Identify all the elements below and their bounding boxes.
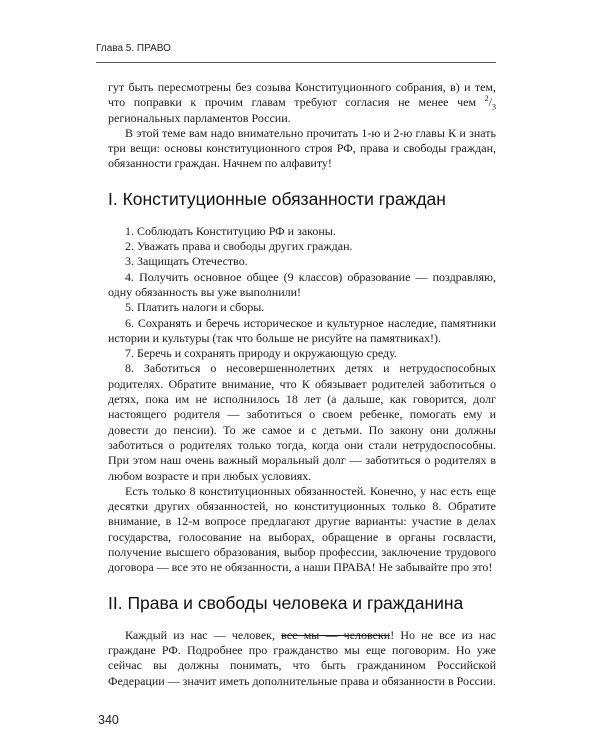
page-body [108, 80, 496, 689]
duty-item: 7. Беречь и сохранять природу и окружающую среду. [125, 346, 397, 361]
fraction-numerator: 2 [484, 94, 489, 104]
section-heading-rights: II. Права и свободы человека и гражданина [108, 592, 464, 613]
fraction-denominator: 3 [492, 102, 496, 112]
duty-item: 5. Платить налоги и сборы. [125, 300, 265, 315]
intro-paragraph-2: В этой теме вам надо внимательно прочитать 1-ю и 2-ю главы К и знать три вещи: основы конституционного строя РФ, права и свободы граждан, обязанности граждан. Начнем по алфавиту! [108, 125, 496, 171]
rights-paragraph: Каждый из нас — человек, все мы — человеки! Но не все из нас граждане РФ. Подробнее про гражданство мы еще поговорим. Но уже сейчас вы должны понимать, что быть гражданином Российской Федерации — значит иметь дополнительные права и обязанности в России. [108, 627, 497, 688]
duties-closing-paragraph: Есть только 8 конституционных обязанностей. Конечно, у нас есть еще десятки других обязанностей, но конституционных только 8. Обратите внимание, в 12-м вопросе предлагают другие варианты: участие в делах государства, голосование на выборах, обращение в органы госвласти, получение высшего образования, выбор профессии, заключение трудового договора — все это не обязанности, а наши ПРАВА! Не забывайте про это! [108, 483, 496, 575]
page-number: 340 [98, 713, 119, 727]
duty-item: 8. Заботиться о несовершеннолетних детях и нетрудоспособных родителях. Обратите внимание, что К обязывает родителей заботиться о детях, пока им не исполнилось 18 лет (а дальше, как говорится, долг настоящего родителя — заботиться о своем ребенке, помогать ему и довести до пенсии). То же самое и с детьми. По закону они должны заботиться о родителях только тогда, когда они стали нетрудоспособны. При этом наш очень важный моральный долг — заботиться о родителях в любом возрасте и при любых условиях. [108, 361, 496, 483]
header-rule [96, 62, 496, 63]
running-header: Глава 5. ПРАВО [96, 43, 171, 54]
struck-text: все мы — человеки [281, 627, 391, 642]
duty-item: 3. Защищать Отечество. [125, 254, 248, 269]
duty-item: 2. Уважать права и свободы других граждан. [125, 239, 353, 254]
duty-item: 4. Получить основное общее (9 классов) образование — поздравляю, одну обязанность вы уже выполнили! [108, 269, 496, 299]
intro-paragraph-1: гут быть пересмотрены без созыва Конституционного собрания, в) и тем, что поправки к прочим главам требуют согласия не менее чем $^2/_3$ региональных парламентов России. [108, 80, 496, 125]
duty-item: 6. Сохранять и беречь историческое и культурное наследие, памятники истории и культуры (так что больше не рисуйте на памятниках!). [108, 315, 496, 345]
duty-item: 1. Соблюдать Конституцию РФ и законы. [125, 223, 336, 238]
section-heading-duties: I. Конституционные обязанности граждан [108, 188, 446, 209]
